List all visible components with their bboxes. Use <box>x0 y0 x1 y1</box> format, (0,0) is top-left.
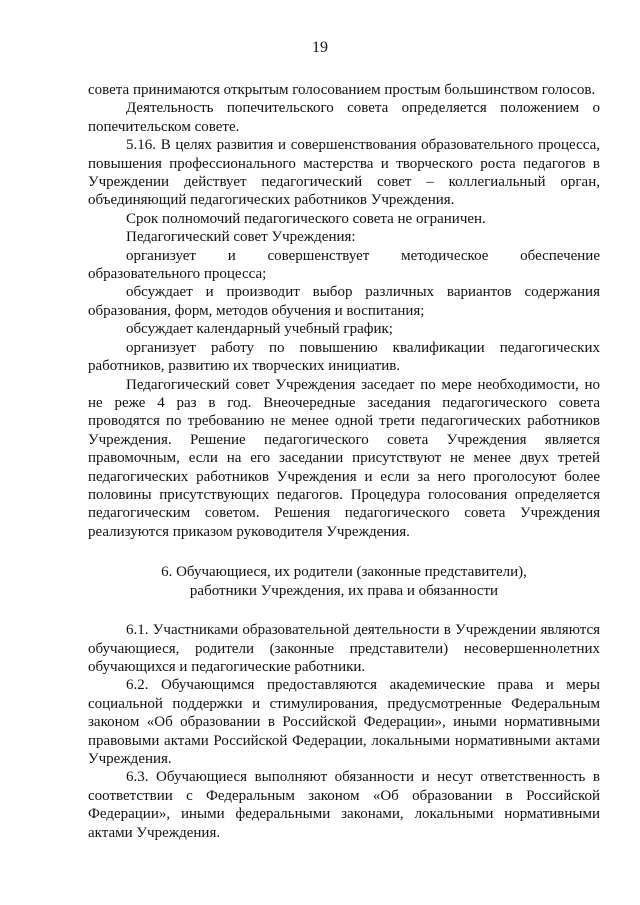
paragraph: Педагогический совет Учреждения: <box>126 229 356 246</box>
page-number: 19 <box>312 39 328 56</box>
paragraph: организует работу по повышению квалификации педагогических работников, развитию их творческих инициатив. <box>88 339 600 375</box>
paragraph: обсуждает календарный учебный график; <box>126 321 393 338</box>
paragraph: Деятельность попечительского совета определяется положением о попечительском совете. <box>88 100 600 135</box>
paragraph: 6.3. Обучающиеся выполняют обязанности и несут ответственность в соответствии с Федеральным законом «Об образовании в Российской Федерации», иными федеральными законами, локальными нормативными актами Учреждения. <box>88 769 600 841</box>
section-heading <box>88 563 600 601</box>
document-body <box>88 81 600 842</box>
paragraph: совета принимаются открытым голосованием простым большинством голосов. <box>88 82 596 98</box>
paragraph: Срок полномочий педагогического совета не ограничен. <box>126 210 486 227</box>
section-heading-line: 6. Обучающиеся, их родители (законные представители), <box>161 564 527 581</box>
paragraph: организует и совершенствует методическое обеспечение образовательного процесса; <box>88 247 600 283</box>
paragraph: 6.2. Обучающимся предоставляются академические права и меры социальной поддержки и стимулирования, предусмотренные Федеральным законом «Об образовании в Российской Федерации», иными нормативными правовыми актами Российской Федерации, локальными нормативными актами Учреждения. <box>88 677 600 767</box>
paragraph: 6.1. Участниками образовательной деятельности в Учреждении являются обучающиеся, родители (законные представители) несовершеннолетних обучающихся и педагогические работники. <box>88 622 600 675</box>
paragraph: обсуждает и производит выбор различных вариантов содержания образования, форм, методов обучения и воспитания; <box>88 284 600 319</box>
section-heading-line: работники Учреждения, их права и обязанности <box>189 583 499 600</box>
paragraph: 5.16. В целях развития и совершенствования образовательного процесса, повышения профессионального мастерства и творческого роста педагогов в Учреждении действует педагогический совет – коллегиальный орган, объединяющий педагогических работников Учреждения. <box>88 137 600 209</box>
paragraph: Педагогический совет Учреждения заседает по мере необходимости, но не реже 4 раз в год. Внеочередные заседания педагогического совета проводятся по требованию не менее одной трети педагогических работников Учреждения. Решение педагогического совета Учреждения является правомочным, если на его заседании присутствуют не менее двух третей педагогических работников Учреждения и если за него проголосуют более половины присутствующих педагогов. Процедура голосования определяется педагогическим советом. Решения педагогического совета Учреждения реализуются приказом руководителя Учреждения. <box>88 376 600 540</box>
